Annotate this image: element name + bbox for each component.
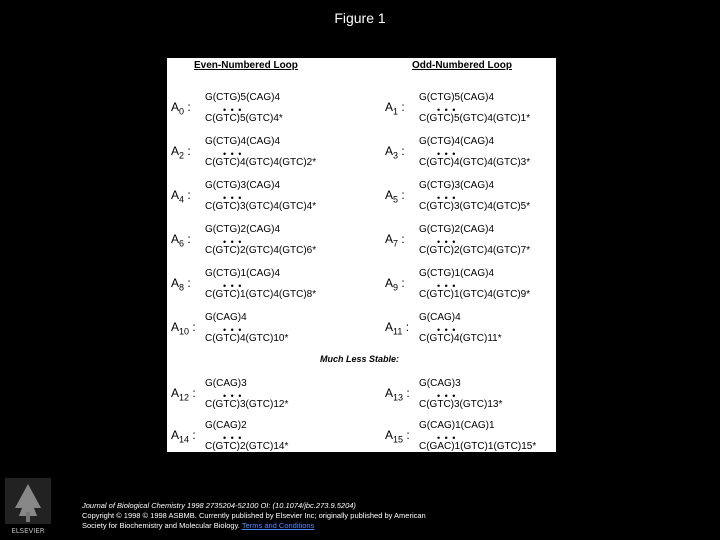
odd-header: Odd-Numbered Loop [412,60,512,71]
entry-pairing-dots: • • • [437,105,457,115]
logo-text: ELSEVIER [11,527,45,535]
entry-label-sub: 9 [393,282,399,293]
entry-label-letter: A [385,232,394,246]
loop-entry-odd-7 [385,420,575,458]
entry-label-letter: A [171,386,180,400]
figure-title: Figure 1 [334,10,386,26]
entry-label-letter: A [171,276,180,290]
entry-label-sub: 7 [393,238,399,249]
loop-entry-even-2 [171,180,361,218]
entry-pairing-dots: • • • [437,193,457,203]
loop-entry-odd-4 [385,268,575,306]
loop-entry-odd-1 [385,136,575,174]
entry-top-strand: G(CAG)4 [419,312,461,323]
entry-label: $A_1$ : [385,100,405,117]
entry-label-sub: 11 [393,326,403,337]
entry-top-strand: G(CTG)4(CAG)4 [419,136,494,147]
caption-line-1: Journal of Biological Chemistry 1998 2735204-52100 OI: (10.1074/jbc.273.9.5204) [82,501,356,510]
entry-top-strand: G(CAG)1(CAG)1 [419,420,495,431]
entry-top-strand: G(CAG)4 [205,312,247,323]
entry-label-letter: A [385,320,394,334]
entry-pairing-dots: • • • [223,281,243,291]
terms-link[interactable]: Terms and Conditions [241,521,315,530]
caption-line-3-text: Society for Biochemistry and Molecular Biology. [82,521,240,530]
entry-label: $A_{10}$ : [171,320,196,337]
even-header: Even-Numbered Loop [194,60,298,71]
loop-entry-even-6 [171,378,361,416]
loop-entry-even-5 [171,312,361,350]
entry-label: $A_8$ : [171,276,191,293]
entry-top-strand: G(CAG)3 [205,378,247,389]
entry-label-sub: 12 [179,392,190,403]
entry-pairing-dots: • • • [223,391,243,401]
figure-panel [167,58,556,452]
entry-pairing-dots: • • • [437,391,457,401]
entry-top-strand: G(CTG)5(CAG)4 [205,92,280,103]
entry-label: $A_9$ : [385,276,405,293]
entry-top-strand: G(CTG)2(CAG)4 [419,224,494,235]
loop-entry-odd-2 [385,180,575,218]
entry-top-strand: G(CTG)4(CAG)4 [205,136,280,147]
entry-label-letter: A [171,144,180,158]
much-less-stable-label: Much Less Stable: [320,354,400,364]
entry-pairing-dots: • • • [223,193,243,203]
entry-bottom-strand: C(GTC)3(GTC)4(GTC)5* [419,201,531,212]
entry-bottom-strand: C(GTC)4(GTC)11* [419,333,502,344]
entry-pairing-dots: • • • [437,149,457,159]
entry-label: $A_3$ : [385,144,405,161]
entry-bottom-strand: C(GTC)1(GTC)4(GTC)9* [419,289,531,300]
entry-pairing-dots: • • • [223,325,243,335]
entry-label: $A_5$ : [385,188,405,205]
entry-top-strand: G(CTG)1(CAG)4 [205,268,280,279]
entry-bottom-strand: C(GTC)4(GTC)10* [205,333,289,344]
entry-label-letter: A [385,386,394,400]
entry-label: $A_{14}$ : [171,428,196,445]
entry-label-sub: 1 [393,106,399,117]
entry-label-letter: A [171,428,180,442]
entry-label-letter: A [171,100,180,114]
entry-label-letter: A [171,188,180,202]
entry-label-letter: A [171,320,180,334]
entry-label-sub: 10 [179,326,190,337]
caption-line-3 [82,521,512,531]
entry-top-strand: G(CTG)3(CAG)4 [205,180,280,191]
entry-top-strand: G(CTG)3(CAG)4 [419,180,494,191]
entry-bottom-strand: C(GTC)2(GTC)14* [205,441,289,452]
entry-label-letter: A [385,144,394,158]
entry-bottom-strand: C(GTC)2(GTC)4(GTC)6* [205,245,317,256]
entry-bottom-strand: C(GAC)1(GTC)1(GTC)15* [419,441,537,452]
loop-entry-even-0 [171,92,361,130]
entry-top-strand: G(CAG)2 [205,420,247,431]
loop-entry-even-4 [171,268,361,306]
entry-pairing-dots: • • • [437,433,457,443]
entry-bottom-strand: C(GTC)3(GTC)4(GTC)4* [205,201,317,212]
entry-pairing-dots: • • • [223,433,243,443]
entry-label-letter: A [385,428,394,442]
entry-label: $A_{13}$ : [385,386,410,403]
entry-pairing-dots: • • • [437,281,457,291]
entry-label: $A_{15}$ : [385,428,410,445]
loop-entry-even-1 [171,136,361,174]
entry-label-sub: 3 [393,150,399,161]
loop-entry-odd-6 [385,378,575,416]
loop-entry-even-3 [171,224,361,262]
entry-label-sub: 5 [393,194,399,205]
entry-label-sub: 6 [179,238,185,249]
entry-label: $A_6$ : [171,232,191,249]
entry-label-sub: 13 [393,392,404,403]
entry-label: $A_0$ : [171,100,191,117]
entry-label-sub: 4 [179,194,185,205]
caption-line-2: Copyright © 1998 © 1998 ASBMB. Currently published by Elsevier Inc; originally published by American [82,511,426,520]
loop-entry-odd-3 [385,224,575,262]
entry-top-strand: G(CTG)2(CAG)4 [205,224,280,235]
entry-bottom-strand: C(GTC)1(GTC)4(GTC)8* [205,289,317,300]
figure-caption [82,501,512,531]
entry-bottom-strand: C(GTC)4(GTC)4(GTC)3* [419,157,531,168]
entry-label-letter: A [385,276,394,290]
loop-entry-odd-5 [385,312,575,350]
entry-top-strand: G(CTG)1(CAG)4 [419,268,494,279]
entry-bottom-strand: C(GTC)3(GTC)12* [205,399,289,410]
entry-label: $A_2$ : [171,144,191,161]
entry-label-letter: A [385,188,394,202]
entry-bottom-strand: C(GTC)2(GTC)4(GTC)7* [419,245,531,256]
entry-label: $A_{12}$ : [171,386,196,403]
entry-bottom-strand: C(GTC)5(GTC)4(GTC)1* [419,113,531,124]
entry-top-strand: G(CTG)5(CAG)4 [419,92,494,103]
entry-pairing-dots: • • • [437,325,457,335]
loop-entry-even-7 [171,420,361,458]
entry-pairing-dots: • • • [223,105,243,115]
entry-label-letter: A [385,100,394,114]
entry-label-sub: 8 [179,282,185,293]
elsevier-logo [5,478,51,536]
entry-label-sub: 15 [393,434,404,445]
entry-label-sub: 14 [179,434,190,445]
entry-bottom-strand: C(GTC)4(GTC)4(GTC)2* [205,157,317,168]
entry-label: $A_{11}$ : [385,320,410,337]
entry-label: $A_4$ : [171,188,191,205]
entry-label-sub: 0 [179,106,185,117]
entry-label: $A_7$ : [385,232,405,249]
entry-label-letter: A [171,232,180,246]
entry-top-strand: G(CAG)3 [419,378,461,389]
entry-pairing-dots: • • • [223,149,243,159]
entry-label-sub: 2 [179,150,185,161]
entry-bottom-strand: C(GTC)5(GTC)4* [205,113,283,124]
entry-pairing-dots: • • • [437,237,457,247]
entry-bottom-strand: C(GTC)3(GTC)13* [419,399,503,410]
entry-pairing-dots: • • • [223,237,243,247]
loop-entry-odd-0 [385,92,575,130]
